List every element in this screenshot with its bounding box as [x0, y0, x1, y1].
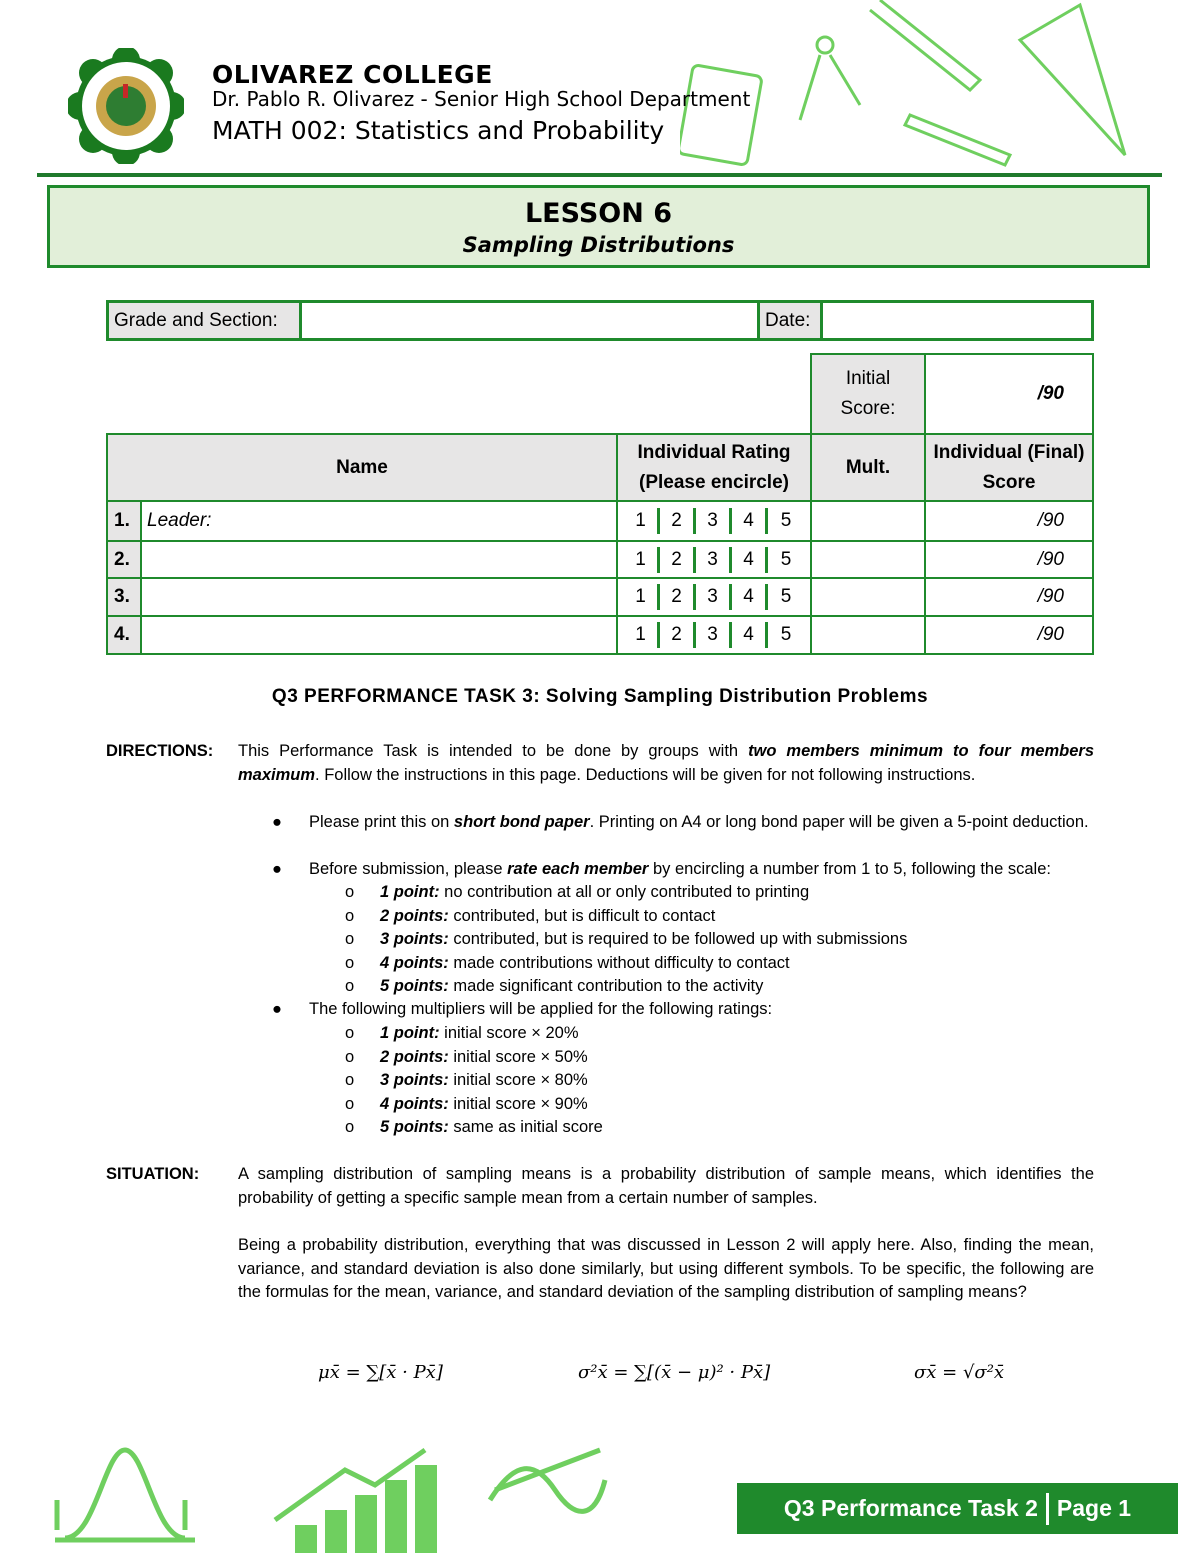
- sub-bullet-icon: o: [345, 1047, 355, 1066]
- rating-option[interactable]: 3: [696, 547, 732, 573]
- mult-field[interactable]: [811, 541, 925, 578]
- situation-p1: A sampling distribution of sampling means is a probability distribution of sample means, which identifies the probability of getting a specific sample mean from a certain number of samples.: [238, 1165, 1094, 1207]
- date-field[interactable]: [822, 302, 1093, 340]
- row-number: 4.: [107, 616, 141, 654]
- directions-label: DIRECTIONS:: [106, 742, 214, 760]
- grade-label: Grade and Section:: [108, 302, 301, 340]
- text: Please print this on: [309, 813, 454, 831]
- formula-mean: μx̄ = ∑[x̄ · Px̄]: [318, 1362, 443, 1383]
- initial-score-label: Initial Score:: [811, 354, 925, 434]
- bullet-multipliers: The following multipliers will be applied for the following ratings:: [309, 1000, 773, 1018]
- rating-option[interactable]: 5: [780, 586, 792, 607]
- bullet-icon: ●: [272, 1000, 282, 1018]
- rating-option[interactable]: 3: [696, 508, 732, 534]
- school-name: OLIVAREZ COLLEGE: [212, 60, 493, 89]
- list-item-key: 4 points:: [380, 1094, 449, 1113]
- rating-option[interactable]: 2: [660, 622, 696, 648]
- table-row: [107, 541, 1093, 578]
- list-item-text: initial score × 20%: [439, 1024, 579, 1042]
- rating-option[interactable]: 3: [696, 584, 732, 610]
- bullet-print: [309, 811, 1095, 835]
- list-item-key: 1 point:: [380, 883, 440, 901]
- bullet-rate: [309, 858, 1095, 882]
- rating-option[interactable]: 4: [732, 584, 768, 610]
- rating-cell: [617, 501, 811, 541]
- sub-bullet-icon: o: [345, 1094, 355, 1113]
- rating-option[interactable]: 1: [624, 547, 660, 573]
- rating-cell: [617, 616, 811, 654]
- final-score-field[interactable]: /90: [925, 541, 1093, 578]
- rating-option[interactable]: 2: [660, 584, 696, 610]
- member-name-field[interactable]: [141, 541, 617, 578]
- final-score-field[interactable]: /90: [925, 616, 1093, 654]
- list-item-text: contributed, but is difficult to contact: [448, 906, 716, 925]
- list-item: [380, 1116, 603, 1140]
- rating-option[interactable]: 2: [660, 508, 696, 534]
- list-item-text: initial score × 80%: [448, 1071, 588, 1089]
- list-item-key: 5 points:: [380, 977, 449, 995]
- lesson-banner: [47, 185, 1150, 268]
- table-row: [107, 578, 1093, 616]
- text: . Printing on A4 or long bond paper will be given a 5-point deduction.: [589, 813, 1089, 831]
- sub-bullet-icon: o: [345, 930, 355, 948]
- text: by encircling a number from 1 to 5, following the scale:: [648, 860, 1051, 878]
- rating-cell: [617, 578, 811, 616]
- table-row: [107, 501, 1093, 541]
- lesson-subtitle: Sampling Distributions: [462, 233, 735, 257]
- formula-variance: σ²x̄ = ∑[(x̄ − μ)² · Px̄]: [578, 1362, 771, 1383]
- footer-task: Q3 Performance Task 2: [783, 1495, 1038, 1521]
- emphasis: two members minimum to four members maximum: [238, 742, 1094, 784]
- list-item: [380, 1093, 588, 1117]
- mult-field[interactable]: [811, 578, 925, 616]
- list-item: [380, 952, 790, 976]
- rating-option[interactable]: 3: [696, 622, 732, 648]
- sub-bullet-icon: o: [345, 883, 355, 901]
- bullet-icon: ●: [272, 813, 282, 831]
- task-title: Q3 PERFORMANCE TASK 3: Solving Sampling Distribution Problems: [271, 686, 929, 707]
- header-divider: [37, 173, 1162, 177]
- chart-decoration: [45, 1440, 625, 1553]
- row-number: 3.: [107, 578, 141, 616]
- lesson-title: LESSON 6: [524, 198, 673, 229]
- footer-page: Page 1: [1056, 1495, 1132, 1521]
- rating-option[interactable]: 5: [780, 510, 792, 531]
- list-item: [380, 1022, 579, 1046]
- emphasis: short bond paper: [453, 813, 590, 831]
- rating-option[interactable]: 5: [780, 548, 792, 570]
- list-item-key: 1 point:: [380, 1024, 440, 1042]
- row-number: 1.: [107, 501, 141, 541]
- final-score-field[interactable]: /90: [925, 501, 1093, 541]
- text: . Follow the instructions in this page. Deductions will be given for not following instructions.: [315, 765, 976, 784]
- list-item-key: 4 points:: [380, 953, 449, 972]
- list-item: [380, 1069, 588, 1093]
- course-title: MATH 002: Statistics and Probability: [212, 116, 665, 145]
- date-label: Date:: [759, 302, 822, 340]
- grade-field[interactable]: [301, 302, 759, 340]
- grade-date-table: [106, 300, 1094, 341]
- list-item-text: same as initial score: [448, 1118, 603, 1136]
- list-item-text: initial score × 50%: [448, 1047, 588, 1066]
- list-item-text: no contribution at all or only contributed to printing: [439, 883, 810, 901]
- directions-text: [238, 740, 1094, 787]
- list-item-key: 3 points:: [380, 1071, 449, 1089]
- department-name: Dr. Pablo R. Olivarez - Senior High School Department: [212, 87, 751, 111]
- rating-option[interactable]: 5: [780, 624, 792, 645]
- rating-header: Individual Rating (Please encircle): [617, 434, 811, 501]
- situation-label: SITUATION:: [106, 1165, 200, 1183]
- emphasis: rate each member: [507, 860, 649, 878]
- text: Before submission, please: [309, 860, 508, 878]
- college-logo: [68, 48, 184, 164]
- sub-bullet-icon: o: [345, 1118, 355, 1136]
- mult-field[interactable]: [811, 616, 925, 654]
- bullet-icon: ●: [272, 860, 282, 878]
- row-number: 2.: [107, 541, 141, 578]
- sub-bullet-icon: o: [345, 953, 355, 972]
- rating-option[interactable]: 4: [732, 622, 768, 648]
- list-item-key: 2 points:: [380, 1047, 449, 1066]
- footer-separator: [1046, 1493, 1049, 1525]
- list-item-key: 5 points:: [380, 1118, 449, 1136]
- rating-option[interactable]: 1: [624, 622, 660, 648]
- footer-banner: [737, 1483, 1178, 1534]
- list-item-key: 3 points:: [380, 930, 449, 948]
- sub-bullet-icon: o: [345, 1024, 355, 1042]
- name-header: Name: [107, 434, 617, 501]
- sub-bullet-icon: o: [345, 977, 355, 995]
- list-item: [380, 905, 715, 929]
- text: This Performance Task is intended to be done by groups with: [238, 742, 749, 760]
- rating-option[interactable]: 1: [624, 508, 660, 534]
- list-item: [380, 975, 763, 999]
- situation-p2: Being a probability distribution, everything that was discussed in Lesson 2 will apply here. Also, finding the mean, variance, and standard deviation is also done similarly, but using different symbols. To be specific, the following are the formulas for the mean, variance, and standard deviation of the sampling distribution of sampling means?: [238, 1236, 1094, 1301]
- rating-option[interactable]: 1: [624, 584, 660, 610]
- list-item-text: made contributions without difficulty to contact: [448, 953, 790, 972]
- member-name-field[interactable]: Leader:: [141, 501, 617, 541]
- list-item-text: made significant contribution to the activity: [448, 977, 764, 995]
- member-name-field[interactable]: [141, 578, 617, 616]
- mult-header: Mult.: [811, 434, 925, 501]
- rating-cell: [617, 541, 811, 578]
- sub-bullet-icon: o: [345, 906, 355, 925]
- member-name-field[interactable]: [141, 616, 617, 654]
- rating-option[interactable]: 2: [660, 547, 696, 573]
- list-item: [380, 1046, 588, 1070]
- sub-bullet-icon: o: [345, 1071, 355, 1089]
- math-tools-decoration: [680, 0, 1160, 170]
- list-item: [380, 928, 907, 952]
- formula-sd: σx̄ = √σ²x̄: [914, 1362, 1005, 1383]
- list-item-text: initial score × 90%: [448, 1094, 588, 1113]
- initial-score-value[interactable]: /90: [925, 354, 1093, 434]
- rating-option[interactable]: 4: [732, 547, 768, 573]
- final-score-field[interactable]: /90: [925, 578, 1093, 616]
- rating-option[interactable]: 4: [732, 508, 768, 534]
- mult-field[interactable]: [811, 501, 925, 541]
- list-item: [380, 881, 809, 905]
- list-item-key: 2 points:: [380, 906, 449, 925]
- final-score-header: Individual (Final) Score: [925, 434, 1093, 501]
- list-item-text: contributed, but is required to be followed up with submissions: [448, 930, 908, 948]
- table-row: [107, 616, 1093, 654]
- score-table: [106, 353, 1094, 655]
